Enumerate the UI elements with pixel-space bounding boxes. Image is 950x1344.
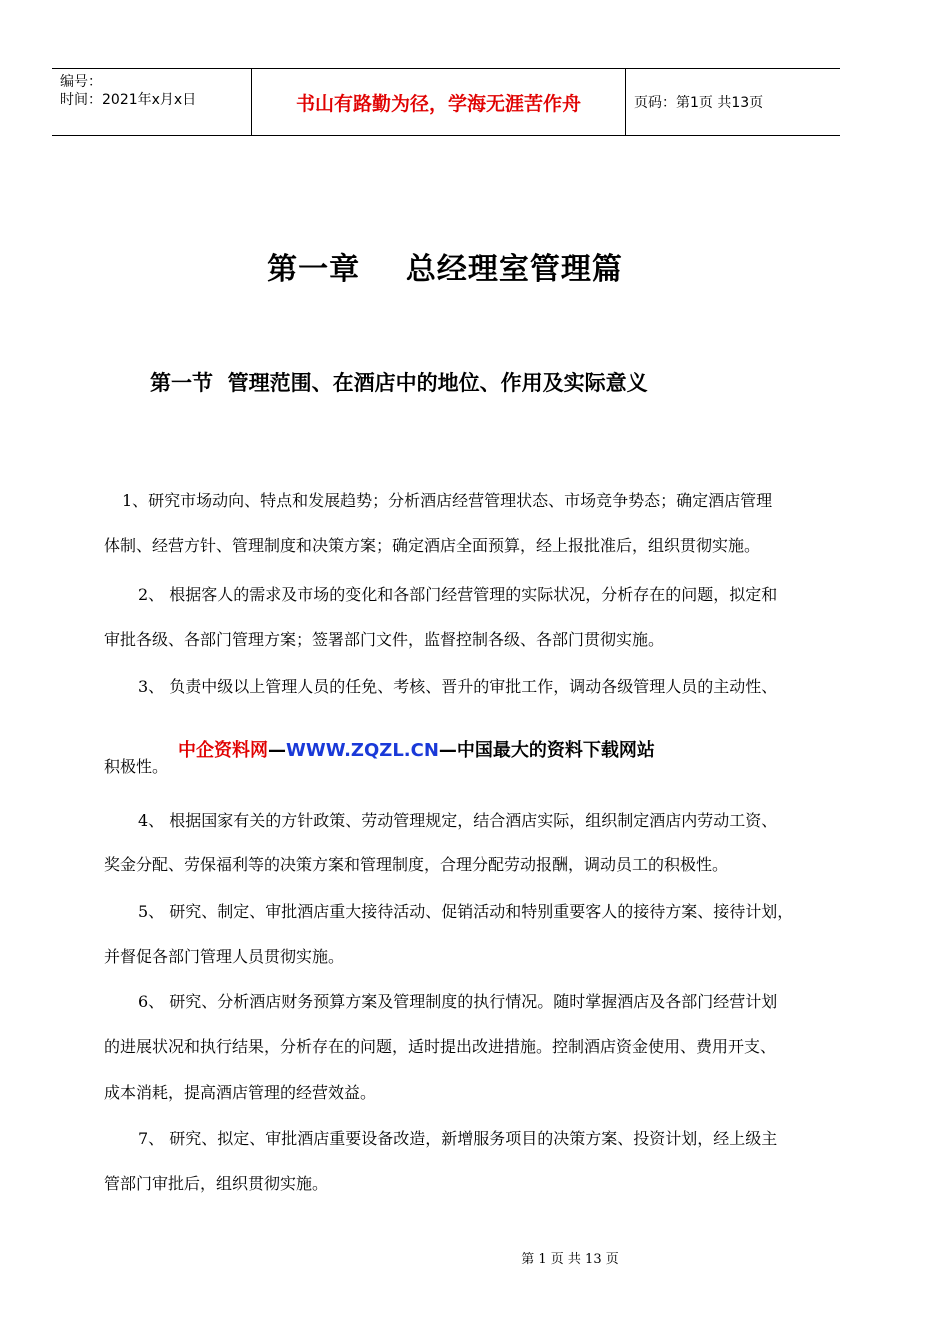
paragraph-2-line-2: 审批各级、各部门管理方案；签署部门文件，监督控制各级、各部门贯彻实施。 <box>104 630 665 649</box>
paragraph-7-line-2: 管部门审批后，组织贯彻实施。 <box>104 1174 329 1193</box>
paragraph-3-line-1: 3、 负责中级以上管理人员的任免、考核、晋升的审批工作，调动各级管理人员的主动性、 <box>138 677 778 696</box>
paragraph-6-line-3: 成本消耗，提高酒店管理的经营效益。 <box>104 1083 377 1102</box>
document-header <box>52 68 840 136</box>
watermark-dash: — <box>268 740 286 761</box>
paragraph-6-line-1: 6、 研究、分析酒店财务预算方案及管理制度的执行情况。随时掌握酒店及各部门经营计划 <box>138 992 778 1011</box>
paragraph-1-line-2: 体制、经营方针、管理制度和决策方案；确定酒店全面预算，经上报批准后，组织贯彻实施。 <box>104 536 761 555</box>
paragraph-1-line-1: 1、研究市场动向、特点和发展趋势；分析酒店经营管理状态、市场竞争势态；确定酒店管理 <box>122 491 773 510</box>
serial-label: 编号： <box>60 74 102 90</box>
paragraph-4-line-2: 奖金分配、劳保福利等的决策方案和管理制度，合理分配劳动报酬，调动员工的积极性。 <box>104 855 729 874</box>
watermark-slogan: 中国最大的资料下载网站 <box>456 740 655 761</box>
header-page-code: 页码：第1页 共13页 <box>634 95 764 111</box>
paragraph-6-line-2: 的进展状况和执行结果，分析存在的问题，适时提出改进措施。控制酒店资金使用、费用开支、 <box>104 1037 777 1056</box>
chapter-title: 第一章 总经理室管理篇 <box>267 252 623 287</box>
paragraph-3-line-2: 积极性。 <box>104 757 169 776</box>
time-label: 时间：2021年x月x日 <box>60 92 197 108</box>
watermark-url: WWW.ZQZL.CN <box>286 740 439 761</box>
watermark-dash: — <box>438 740 457 761</box>
header-meta <box>52 69 252 135</box>
paragraph-5-line-2: 并督促各部门管理人员贯彻实施。 <box>104 947 345 966</box>
paragraph-5-line-1: 5、 研究、制定、审批酒店重大接待活动、促销活动和特别重要客人的接待方案、接待计划， <box>138 902 794 921</box>
watermark-site-name: 中企资料网 <box>178 740 268 761</box>
section-title: 第一节 管理范围、在酒店中的地位、作用及实际意义 <box>150 371 648 395</box>
header-motto: 书山有路勤为径，学海无涯苦作舟 <box>252 69 626 135</box>
page-footer: 第 1 页 共 13 页 <box>521 1252 619 1267</box>
paragraph-4-line-1: 4、 根据国家有关的方针政策、劳动管理规定，结合酒店实际，组织制定酒店内劳动工资、 <box>138 811 778 830</box>
paragraph-2-line-1: 2、 根据客人的需求及市场的变化和各部门经营管理的实际状况，分析存在的问题，拟定和 <box>138 585 778 604</box>
paragraph-7-line-1: 7、 研究、拟定、审批酒店重要设备改造，新增服务项目的决策方案、投资计划，经上级主 <box>138 1129 778 1148</box>
watermark-banner <box>178 736 655 762</box>
